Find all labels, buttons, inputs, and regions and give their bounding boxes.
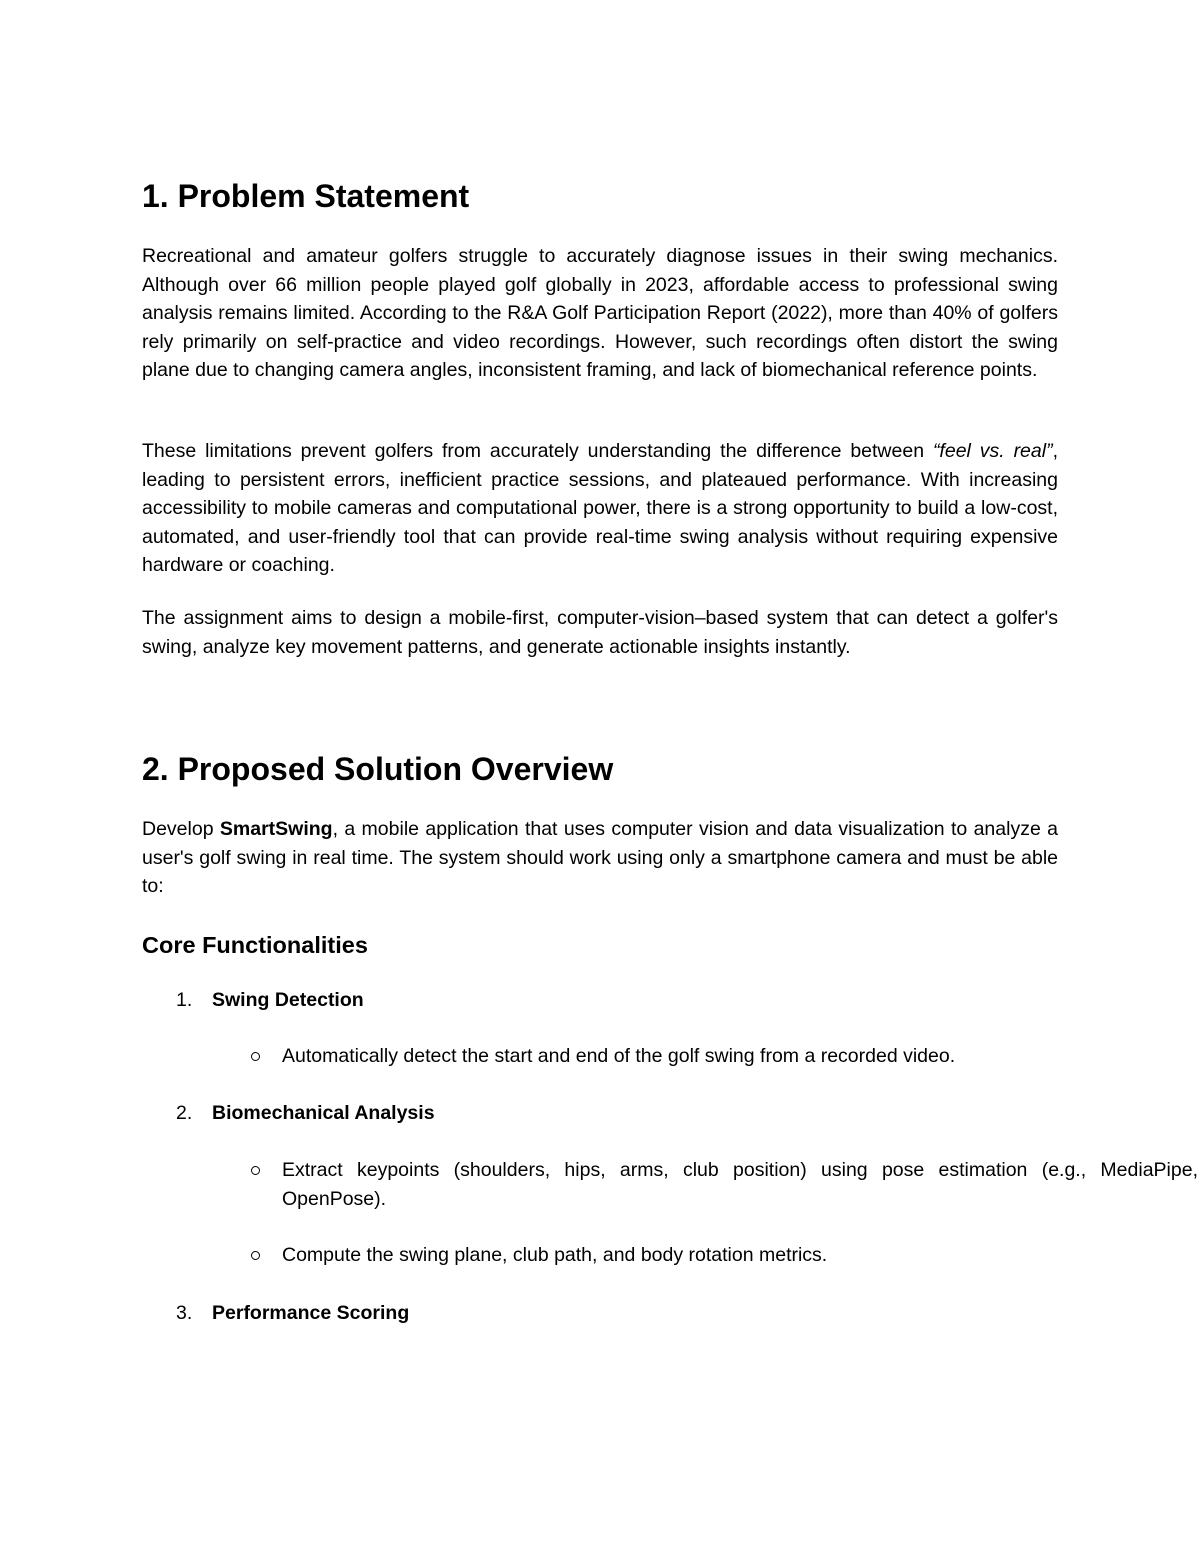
list-item-label: Swing Detection (212, 989, 364, 1011)
list-item-biomechanical-analysis (142, 1099, 1128, 1127)
bullet-text: Compute the swing plane, club path, and body rotation metrics. (282, 1244, 828, 1266)
text-run: , leading to persistent errors, inefficient practice sessions, and plateaued performance. With increasing accessibility to mobile cameras and computational power, there is a strong opportunity to build a low-cost, automated, and user-friendly tool that can provide real-time swing analysis without requiring expensive hardware or coaching. (142, 440, 1058, 577)
section-heading-problem-statement: 1. Problem Statement (142, 178, 470, 214)
bullet-text: Extract keypoints (shoulders, hips, arms, club position) using pose estimation (e.g., MediaPipe, OpenPose). (282, 1159, 1198, 1210)
section-heading-proposed-solution: 2. Proposed Solution Overview (142, 751, 614, 787)
list-item-label: Performance Scoring (212, 1302, 410, 1324)
list-number: 3. (176, 1302, 193, 1324)
app-name-smartswing: SmartSwing (219, 818, 333, 840)
paragraph-assignment-aim: The assignment aims to design a mobile-first, computer-vision–based system that can detect a golfer's swing, analyze key movement patterns, and generate actionable insights instantly. (142, 607, 1058, 658)
hollow-circle-bullet-icon (251, 1251, 260, 1260)
list-item-swing-detection (142, 986, 1128, 1014)
list-number: 2. (176, 1102, 193, 1124)
paragraph-feel-vs-real (142, 437, 1058, 580)
bullet-text: Automatically detect the start and end of the golf swing from a recorded video. (282, 1045, 956, 1067)
list-number: 1. (176, 989, 193, 1011)
hollow-circle-bullet-icon (251, 1052, 260, 1061)
text-run: These limitations prevent golfers from accurately understanding the difference between (142, 440, 933, 462)
subheading-core-functionalities: Core Functionalities (142, 932, 368, 958)
paragraph-problem-context: Recreational and amateur golfers struggle to accurately diagnose issues in their swing mechanics. Although over 66 million people played golf globally in 2023, affordable access to professional swing analysis remains limited. According to the R&A Golf Participation Report (2022), more than 40% of golfers rely primarily on self-practice and video recordings. However, such recordings often distort the swing plane due to changing camera angles, inconsistent framing, and lack of biomechanical reference points. (142, 245, 1058, 382)
bullet-item (142, 1241, 1198, 1270)
paragraph-smartswing-intro (142, 815, 1058, 901)
text-run: Develop (142, 818, 220, 840)
text-run-italic: “feel vs. real” (932, 440, 1053, 462)
hollow-circle-bullet-icon (251, 1166, 260, 1175)
bullet-item (142, 1156, 1198, 1213)
text-run: , a mobile application that uses computer vision and data visualization to analyze a user's golf swing in real time. The system should work using only a smartphone camera and must be able to: (142, 818, 1058, 898)
list-item-performance-scoring (142, 1299, 1128, 1327)
list-item-label: Biomechanical Analysis (212, 1102, 435, 1124)
bullet-item (142, 1042, 1198, 1071)
